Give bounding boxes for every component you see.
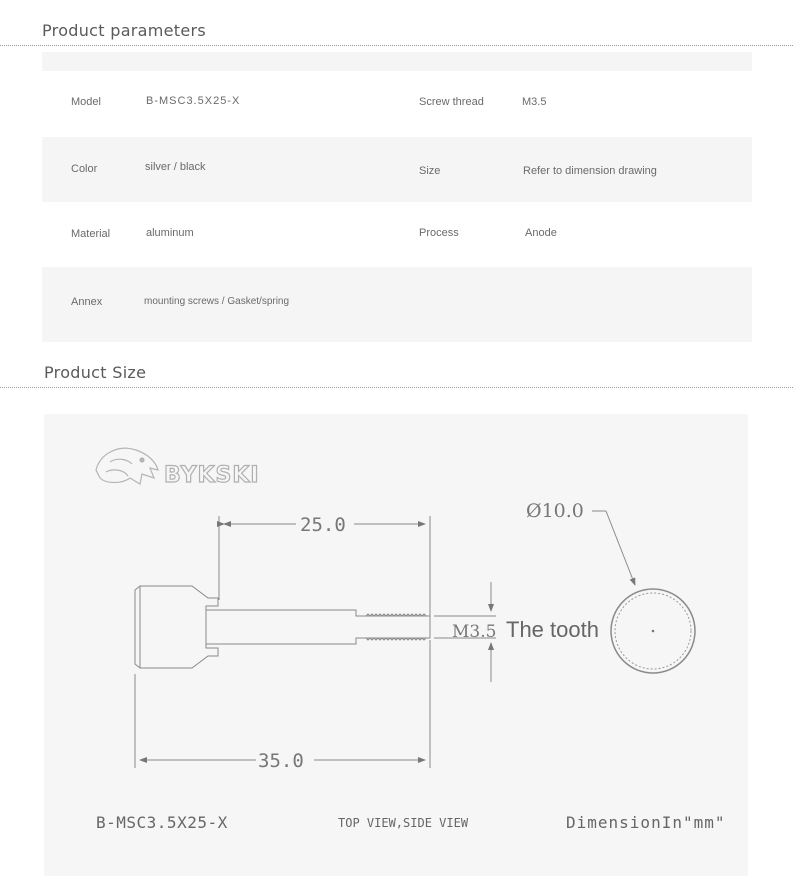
dim-35-label: 35.0: [258, 750, 304, 772]
dimension-drawing-panel: [44, 414, 748, 876]
model-code-label: B-MSC3.5X25-X: [96, 813, 228, 832]
annex-label: Annex: [71, 296, 103, 308]
process-value: Anode: [525, 227, 557, 239]
unit-label: DimensionIn"mm": [566, 813, 726, 832]
dragon-logo-icon: [96, 448, 158, 484]
thread-label: Screw thread: [419, 96, 484, 108]
product-parameters-header: [0, 16, 793, 46]
product-size-header: [0, 358, 793, 388]
model-label: Model: [71, 96, 101, 108]
screw-side-view: [135, 586, 430, 668]
color-label: Color: [71, 163, 98, 175]
tooth-label: The tooth: [506, 617, 599, 642]
material-label: Material: [71, 228, 111, 240]
dim-25-label: 25.0: [300, 514, 346, 536]
diameter-leader: [592, 511, 635, 585]
dimension-35: [135, 640, 430, 768]
material-value: aluminum: [146, 227, 194, 239]
view-label: TOP VIEW,SIDE VIEW: [338, 816, 469, 830]
brand-wordmark: BYKSKI: [164, 463, 260, 488]
param-row-annex: [42, 267, 752, 342]
annex-value: mounting screws / Gasket/spring: [144, 296, 290, 307]
thread-value: M3.5: [522, 96, 547, 108]
dimension-drawing: [44, 414, 748, 876]
section-title-parameters: Product parameters: [42, 21, 207, 40]
process-label: Process: [419, 227, 459, 239]
param-row-model: [42, 71, 752, 137]
section-title-size: Product Size: [44, 363, 147, 382]
param-row-material: [42, 202, 752, 267]
size-label: Size: [419, 165, 441, 177]
color-value: silver / black: [145, 161, 206, 173]
model-value: B-MSC3.5X25-X: [146, 95, 241, 107]
thread-dim-label: M3.5: [452, 622, 497, 642]
table-top-strip: [42, 52, 752, 71]
bykski-logo: [96, 448, 260, 488]
diameter-label: Ø10.0: [526, 500, 584, 522]
screw-top-view: [611, 589, 695, 673]
size-value: Refer to dimension drawing: [523, 165, 657, 177]
param-row-color: [42, 137, 752, 202]
